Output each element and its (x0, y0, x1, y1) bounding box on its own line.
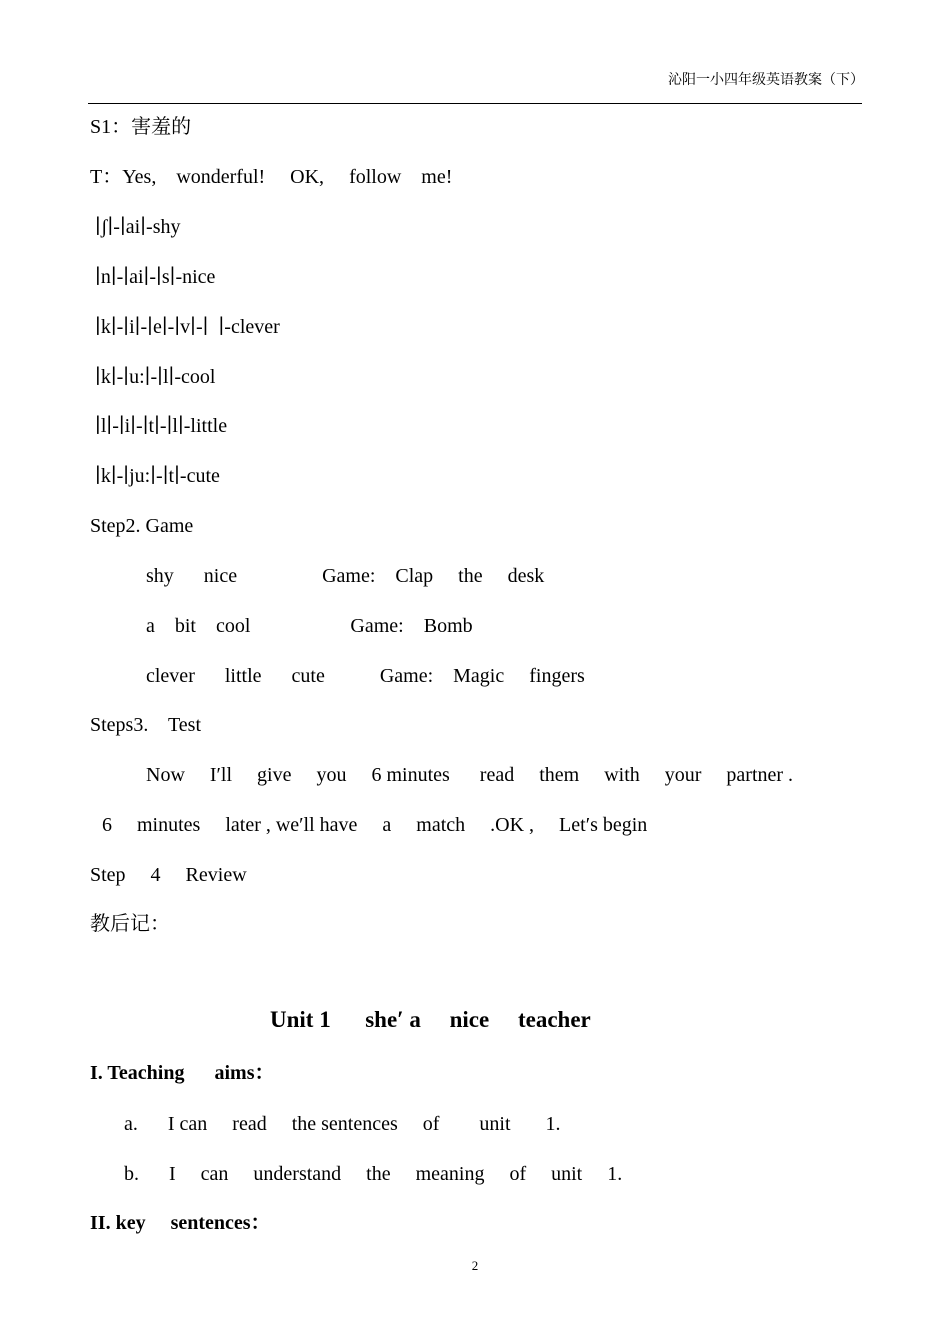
step-heading: Step 4 Review (90, 864, 247, 886)
text-line: Now I′ll give you 6 minutes read them with your partner . (146, 764, 794, 786)
phonics-line: ∣n∣-∣ai∣-∣s∣-nice (90, 266, 216, 288)
game-line: a bit cool Game: Bomb (146, 615, 473, 637)
phonics-line: ∣k∣-∣u:∣-∣l∣-cool (90, 366, 216, 388)
step-heading: Steps3. Test (90, 714, 202, 736)
aim-item: a. I can read the sentences of unit 1. (124, 1113, 561, 1135)
page-number: 2 (471, 1258, 479, 1273)
section-heading: II. key sentences： (90, 1212, 271, 1234)
page-header-title: 沁阳一小四年级英语教案（下） (668, 73, 864, 88)
text-line: T：Yes, wonderful! OK, follow me! (90, 166, 453, 188)
phonics-line: ∣l∣-∣i∣-∣t∣-∣l∣-little (90, 415, 228, 437)
aim-item: b. I can understand the meaning of unit 1. (124, 1163, 623, 1185)
game-line: shy nice Game: Clap the desk (146, 565, 545, 587)
section-heading: I. Teaching aims： (90, 1062, 275, 1084)
header-divider (88, 103, 862, 104)
phonics-line: ∣k∣-∣i∣-∣e∣-∣v∣-∣ ∣-clever (90, 316, 280, 338)
text-line: S1：害羞的 (90, 116, 192, 138)
unit-title: Unit 1 she′ a nice teacher (270, 1007, 591, 1032)
phonics-line: ∣k∣-∣ju:∣-∣t∣-cute (90, 465, 220, 487)
game-line: clever little cute Game: Magic fingers (146, 665, 585, 687)
text-line: 6 minutes later , we′ll have a match .OK , Let′s begin (102, 814, 648, 836)
text-line: 教后记： (90, 913, 170, 935)
phonics-line: ∣ʃ∣-∣ai∣-shy (90, 216, 181, 238)
step-heading: Step2. Game (90, 515, 194, 537)
